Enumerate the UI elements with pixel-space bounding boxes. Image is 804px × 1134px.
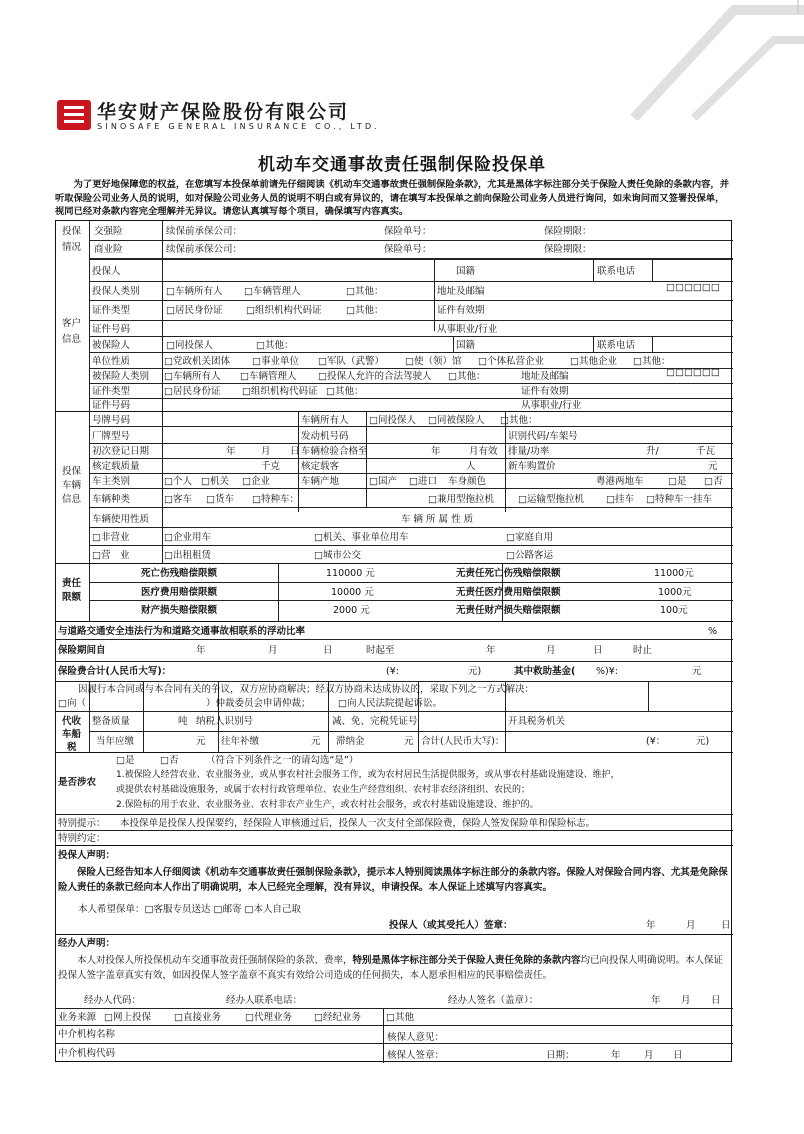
jq-term[interactable]: 保险期限： (544, 226, 592, 237)
limit-nd-label: 无责任死亡伤残赔偿限额 (456, 568, 561, 579)
price-label: 新车购置价 (508, 461, 556, 472)
limit-nm-label: 无责任医疗费用赔偿限额 (456, 587, 561, 598)
period-d1: 日 (323, 645, 333, 656)
usage-citybus[interactable]: □城市公交 (314, 550, 361, 561)
fund-yuan: 元 (692, 666, 702, 677)
insured-type-other[interactable]: □其他： (448, 371, 486, 382)
id-valid[interactable]: 证件有效期 (437, 305, 485, 316)
company-name-cn: 华安财产保险股份有限公司 (97, 101, 350, 123)
agreed-label[interactable]: 特别约定： (58, 833, 106, 844)
period-to: 时止 (633, 645, 653, 656)
kind-tractor2[interactable]: □运输型拖拉机 (518, 494, 584, 505)
kg-unit: 千克 (261, 461, 281, 472)
tax-exempt-label: 减、免、完税凭证号 (332, 716, 418, 727)
period-from: 时起至 (366, 645, 395, 656)
tax-late-label: 滞纳金 (336, 736, 365, 747)
limits-side2: 限额 (62, 592, 82, 603)
tax-total-close: 元) (696, 736, 710, 747)
tax-past-yuan: 元 (311, 736, 321, 747)
taxpayer-id-label: 纳税人识别号 (196, 716, 254, 727)
unit-embassy[interactable]: □使（领）馆 (405, 356, 462, 367)
origin-domestic[interactable]: □国产 (369, 476, 397, 487)
fee-yuan: 元) (468, 666, 482, 677)
id-no-label: 证件号码 (92, 324, 131, 335)
id2-resident[interactable]: □居民身份证 (164, 386, 221, 397)
agri-cond1: 1.被保险人经营农业、农业服务业，或从事农村社会服务工作，或为农村居民生活提供服务，或从事农村基础设施建设、维护， (116, 770, 620, 780)
tax-side3: 税 (67, 742, 77, 753)
id-type-other[interactable]: □其他： (346, 305, 384, 316)
seats-label: 核定载客 (301, 461, 340, 472)
declare-title: 投保人声明： (58, 850, 116, 861)
watermark-graphic (614, 0, 804, 120)
insured-other[interactable]: □其他： (256, 340, 294, 351)
agent-sign[interactable]: 经办人签名（盖章）： (448, 995, 539, 1006)
applicant-label: 投保人 (92, 266, 121, 277)
tax-weight-label: 整备质量 (92, 716, 131, 727)
reg-year: 年 (226, 446, 236, 457)
fee-yen[interactable]: (¥: (386, 666, 399, 677)
hk-label: 粤港两地车 (596, 476, 644, 487)
unit-private[interactable]: □个体私营企业 (478, 356, 544, 367)
property-label: 车 辆 所 属 性 质 (401, 514, 474, 525)
reg-month: 月 (261, 446, 271, 457)
period-d2: 日 (593, 645, 603, 656)
origin-label: 车辆产地 (301, 476, 340, 487)
source-online[interactable]: □网上投保 (104, 1012, 151, 1023)
usage-biz[interactable]: □营 业 (92, 550, 130, 561)
limit-nm-value: 1000元 (658, 587, 692, 598)
owner-type-org[interactable]: □机关 (201, 476, 229, 487)
engine-label: 发动机号码 (301, 431, 349, 442)
kind-truck[interactable]: □货车 (206, 494, 234, 505)
id-type2-label: 证件类型 (92, 386, 131, 397)
owner-other[interactable]: □其他： (500, 415, 538, 426)
owner-type-ent[interactable]: □企业 (242, 476, 270, 487)
owner-type-label: 车主类别 (92, 476, 131, 487)
usage-highway[interactable]: □公路客运 (506, 550, 553, 561)
agri-yes[interactable]: □是 (116, 755, 135, 766)
limit-death-label: 死亡伤残赔偿限额 (141, 568, 218, 579)
insure-side2: 情况 (62, 242, 82, 253)
insured-occupation[interactable]: 从事职业/行业 (521, 400, 582, 411)
agri-note: （符合下列条件之一的请勾选“是”） (206, 755, 359, 766)
kw-unit: 千瓦 (696, 446, 716, 457)
sy-policy-no[interactable]: 保险单号： (384, 244, 432, 255)
special-label: 特别提示： (58, 818, 106, 829)
fee-label: 保险费合计(人民币大写)： (58, 666, 172, 677)
kind-trailer[interactable]: □挂车 (606, 494, 634, 505)
company-logo-icon (57, 100, 91, 130)
jq-policy-no[interactable]: 保险单号： (384, 226, 432, 237)
company-name-en: SINOSAFE GENERAL INSURANCE CO., LTD. (97, 122, 381, 131)
kind-tractor1[interactable]: □兼用型拖拉机 (428, 494, 494, 505)
period-y1: 年 (196, 645, 206, 656)
tax-side2: 车船 (62, 729, 82, 740)
tax-total-label: 合计(人民币大写)： (421, 736, 505, 747)
displacement-label: 排量/功率 (508, 446, 550, 457)
agent-tel[interactable]: 经办人联系电话： (226, 995, 303, 1006)
owner-same-insured[interactable]: □同被保险人 (428, 415, 485, 426)
source-direct[interactable]: □直接业务 (174, 1012, 221, 1023)
usage-rental[interactable]: □出租租赁 (164, 550, 211, 561)
tax-late-yuan: 元 (404, 736, 414, 747)
fund-label: 其中救助基金( (514, 666, 576, 677)
source-broker[interactable]: □经纪业务 (314, 1012, 361, 1023)
tax-current-yuan: 元 (196, 736, 206, 747)
declare-y: 年 (646, 920, 656, 931)
insured-label: 被保险人 (92, 340, 131, 351)
plate-label: 号牌号码 (92, 415, 131, 426)
insured-nationality[interactable]: 国籍 (456, 340, 476, 351)
agent-code[interactable]: 经办人代码： (84, 995, 142, 1006)
applicant-type-manager[interactable]: □车辆管理人 (244, 286, 301, 297)
insured-type-manager[interactable]: □车辆管理人 (240, 371, 297, 382)
agri-label: 是否涉农 (58, 777, 97, 788)
owner-same-applicant[interactable]: □同投保人 (369, 415, 416, 426)
limit-prop-value: 2000 元 (333, 605, 370, 616)
uw-sign-label[interactable]: 核保人签章： (387, 1050, 445, 1061)
rate-pct: % (708, 626, 718, 637)
check-valid: 月有效 (469, 446, 498, 457)
unit-gov[interactable]: □党政机关团体 (164, 356, 230, 367)
limit-np-value: 100元 (660, 605, 688, 616)
usage-label: 车辆使用性质 (92, 514, 150, 525)
agency-name-label: 中介机构名称 (58, 1029, 116, 1040)
unit-label: 单位性质 (92, 356, 131, 367)
owner-type-person[interactable]: □个人 (164, 476, 192, 487)
tax-past-label: 往年补缴 (221, 736, 260, 747)
insured-type-driver[interactable]: □投保人允许的合法驾驶人 (318, 371, 432, 382)
uw-opinion-label[interactable]: 核保人意见： (387, 1032, 445, 1043)
insured-id-valid[interactable]: 证件有效期 (521, 386, 569, 397)
limit-np-label: 无责任财产损失赔偿限额 (456, 605, 561, 616)
insured-tel[interactable]: 联系电话 (597, 340, 636, 351)
declare-d: 日 (721, 920, 731, 931)
limits-side: 责任 (62, 578, 82, 589)
id2-other[interactable]: □其他： (326, 386, 364, 397)
special-text: 本投保单是投保人投保要约，经保险人审核通过后，投保人一次支付全部保险费，保险人签发保险单和保险标志。 (120, 818, 596, 829)
load-label: 核定载质量 (92, 461, 140, 472)
agri-no[interactable]: □否 (160, 755, 179, 766)
vehicle-side: 投保 (62, 466, 82, 477)
dispute-court[interactable]: □向人民法院提起诉讼。 (338, 698, 442, 709)
limit-death-value: 110000 元 (326, 568, 375, 579)
limit-med-label: 医疗费用赔偿限额 (141, 587, 218, 598)
seats-unit: 人 (466, 461, 476, 472)
rate-label: 与道路交通安全违法行为和道路交通事故相联系的浮动比率 (58, 626, 306, 637)
agent-title: 经办人声明： (58, 938, 116, 949)
source-agent[interactable]: □代理业务 (245, 1012, 292, 1023)
source-label: 业务来源 (58, 1012, 97, 1023)
sy-label: 商业险 (94, 244, 123, 255)
uw-y: 年 (611, 1050, 621, 1061)
uw-date-label: 日期： (546, 1050, 575, 1061)
agri-cond2: 2.保险标的用于农业、农业服务业、农村非农产业生产，或农村社会服务，或农村基础设施建设、维护的。 (116, 800, 539, 810)
usage-gov[interactable]: □机关、事业单位用车 (314, 532, 409, 543)
limit-nd-value: 11000元 (654, 568, 694, 579)
agent-y: 年 (651, 995, 661, 1006)
applicant-tel[interactable]: 联系电话 (597, 266, 636, 277)
period-m2: 月 (546, 645, 556, 656)
sy-prev-company[interactable]: 续保前承保公司： (166, 244, 243, 255)
unit-public[interactable]: □事业单位 (252, 356, 299, 367)
id-type-label: 证件类型 (92, 305, 131, 316)
id2-org[interactable]: □组织机构代码证 (242, 386, 318, 397)
applicant-type-owner[interactable]: □车辆所有人 (166, 286, 223, 297)
dispute-text: 因履行本合同或与本合同有关的争议，双方应协商解决；经双方协商未达成协议的，采取下列之一方式解决： (78, 684, 535, 695)
declare-sign[interactable]: 投保人（或其受托人）签章： (389, 920, 513, 931)
declare-text: 保险人已经告知本人仔细阅读《机动车交通事故责任强制保险条款》，提示本人特别阅读黑体字标注部分的条款内容。保险人对保险合同内容、尤其是免除保险人责任的条款已经向本人作出了明确说明，本人已经完全理解，没有异议，申请投保。本人保证上述填写内容真实。 (58, 867, 728, 893)
tax-total-yen[interactable]: (¥： (646, 736, 666, 747)
period-y2: 年 (486, 645, 496, 656)
declare-m: 月 (686, 920, 696, 931)
tax-side: 代收 (62, 716, 82, 727)
unit-other[interactable]: □其他： (633, 356, 671, 367)
source-other[interactable]: □其他 (386, 1012, 414, 1023)
reg-date-label: 初次登记日期 (92, 446, 150, 457)
check-label: 车辆检验合格至 (301, 446, 368, 457)
vehicle-side3: 信息 (62, 494, 82, 505)
applicant-address[interactable]: 地址及邮编 (437, 286, 485, 297)
kind-special[interactable]: □特种车： (252, 494, 299, 505)
color-label: 车身颜色 (448, 476, 487, 487)
vin-label: 识别代码/车架号 (508, 431, 578, 442)
tax-ton: 吨 (178, 716, 188, 727)
insured-address[interactable]: 地址及邮编 (521, 371, 569, 382)
agent-text: 本人对投保人所投保机动车交通事故责任强制保险的条款、费率，特别是黑体字标注部分关于保险人责任免除的条款内容均已向投保人明确说明。本人保证投保人签字盖章真实有效，如因投保人签字盖章不真实有效给公司造成的任何损失，本人愿承担相应的民事赔偿责任。 (58, 955, 724, 981)
applicant-type-label: 投保人类别 (92, 286, 140, 297)
applicant-nationality[interactable]: 国籍 (456, 266, 476, 277)
hk-no[interactable]: □否 (704, 476, 723, 487)
declare-wish[interactable]: 本人希望保单：□客服专员送达 □邮寄 □本人自己取 (78, 904, 301, 915)
limit-med-value: 10000 元 (331, 587, 374, 598)
dispute-arbitration-open[interactable]: □向（ (58, 698, 86, 709)
sy-term[interactable]: 保险期限： (544, 244, 592, 255)
id-no2-label: 证件号码 (92, 400, 131, 411)
unit-other-ent[interactable]: □其他企业 (570, 356, 617, 367)
uw-d: 日 (673, 1050, 683, 1061)
agent-m: 月 (681, 995, 691, 1006)
jq-prev-company[interactable]: 续保前承保公司： (166, 226, 243, 237)
agent-d: 日 (711, 995, 721, 1006)
limit-prop-label: 财产损失赔偿限额 (141, 605, 218, 616)
vehicle-side2: 车辆 (62, 480, 82, 491)
id-type-org[interactable]: □组织机构代码证 (246, 305, 322, 316)
jq-label: 交强险 (94, 226, 123, 237)
reg-day: 日 (290, 446, 300, 457)
intro-text: 为了更好地保障您的权益，在您填写本投保单前请先仔细阅读《机动车交通事故责任强制保险条款》，尤其是黑体字标注部分关于保险人责任免除的条款内容，并听取保险公司业务人员的说明，如对保险公司业务人员的说明不明白或有异议的，请在填写本投保单之前向保险公司业务人员进行询问，如未询问而又签署投保单，视同已经对条款内容完全理解并无异议。请您认真填写每个项目，确保填写内容真实。 (55, 179, 730, 217)
period-label: 保险期间自 (58, 645, 106, 656)
page-title: 机动车交通事故责任强制保险投保单 (258, 155, 546, 175)
id-type-resident[interactable]: □居民身份证 (166, 305, 223, 316)
price-unit: 元 (708, 461, 718, 472)
tax-current-label: 当年应缴 (96, 736, 135, 747)
model-label: 厂牌型号 (92, 431, 131, 442)
client-side: 客户 (62, 318, 82, 329)
kind-label: 车辆种类 (92, 494, 131, 505)
postcode-boxes[interactable]: □□□□□□ (666, 282, 720, 293)
applicant-occupation[interactable]: 从事职业/行业 (437, 324, 498, 335)
usage-enterprise[interactable]: □企业用车 (164, 532, 211, 543)
usage-nonbiz[interactable]: □非营业 (92, 532, 130, 543)
uw-m: 月 (644, 1050, 654, 1061)
liter-unit: 升/ (646, 446, 659, 457)
applicant-type-other[interactable]: □其他： (346, 286, 384, 297)
insured-type-owner[interactable]: □车辆所有人 (164, 371, 221, 382)
kind-bus[interactable]: □客车 (164, 494, 192, 505)
fund-pct[interactable]: %)¥: (596, 666, 618, 677)
insured-postcode-boxes[interactable]: □□□□□□ (666, 367, 720, 378)
insured-same[interactable]: □同投保人 (166, 340, 213, 351)
tax-office-label: 开具税务机关 (508, 716, 566, 727)
insured-type-label: 被保险人类别 (92, 371, 150, 382)
check-year: 年 (431, 446, 441, 457)
period-m1: 月 (268, 645, 278, 656)
origin-import[interactable]: □进口 (409, 476, 437, 487)
client-side2: 信息 (62, 334, 82, 345)
usage-family[interactable]: □家庭自用 (506, 532, 553, 543)
application-form (55, 220, 732, 1062)
dispute-arbitration: ）仲裁委员会申请仲裁； (206, 698, 311, 709)
kind-special-trailer[interactable]: □特种车一挂车 (646, 494, 712, 505)
unit-army[interactable]: □军队（武警） (318, 356, 384, 367)
insure-side: 投保 (62, 226, 82, 237)
owner-label: 车辆所有人 (301, 415, 349, 426)
hk-yes[interactable]: □是 (668, 476, 687, 487)
agency-code-label: 中介机构代码 (58, 1048, 116, 1059)
agri-cond1b: 或提供农村基础设施服务，或属于农村行政管理单位、农业生产经营组织、农村非农经济组织、农民的； (116, 785, 531, 795)
